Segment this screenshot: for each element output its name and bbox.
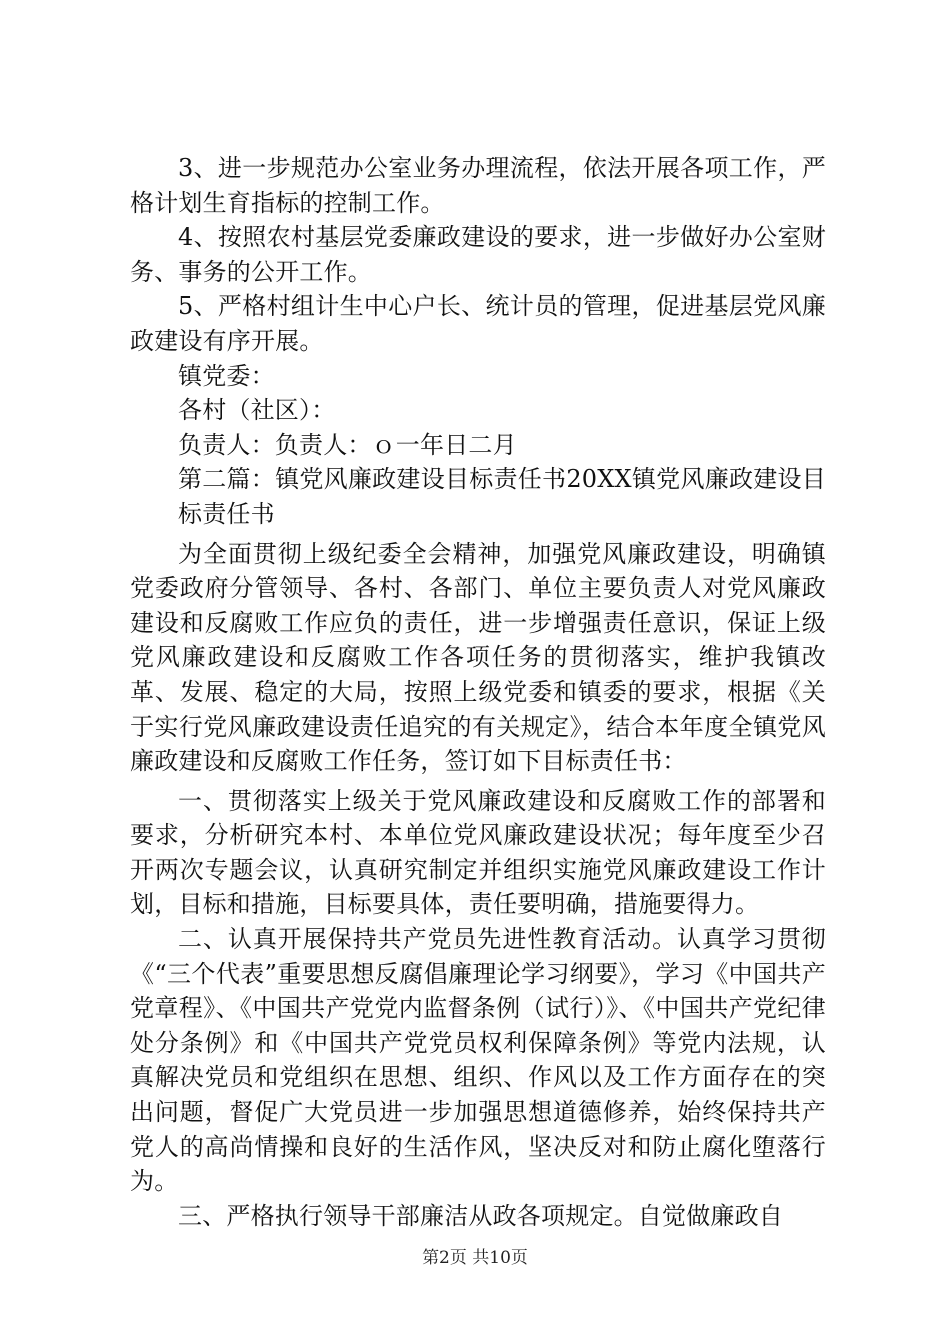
paragraph-clause-2: 二、认真开展保持共产党员先进性教育活动。认真学习贯彻《“三个代表”重要思想反腐倡廉理论学习纲要》，学习《中国共产党章程》、《中国共产党党内监督条例（试行）》、《中国共产党纪律处分条例》和《中国共产党党员权利保障条例》等党内法规，认真解决党员和党组织在思想、组织、作风以及工作方面存在的突出问题，督促广大党员进一步加强思想道德修养，始终保持共产党人的高尚情操和良好的生活作风，坚决反对和防止腐化堕落行为。	[130, 925, 826, 1196]
paragraph-item-4: 4、按照农村基层党委廉政建设的要求，进一步做好办公室财务、事务的公开工作。	[130, 223, 826, 286]
section-heading: 第二篇：镇党风廉政建设目标责任书20XX镇党风廉政建设目标责任书	[178, 465, 826, 528]
paragraph-clause-1: 一、贯彻落实上级关于党风廉政建设和反腐败工作的部署和要求，分析研究本村、本单位党风廉政建设状况；每年度至少召开两次专题会议，认真研究制定并组织实施党风廉政建设工作计划，目标和措施，目标要具体，责任要明确，措施要得力。	[130, 786, 826, 919]
label-town-party-committee: 镇党委：	[178, 361, 275, 390]
paragraph-item-3: 3、进一步规范办公室业务办理流程，依法开展各项工作，严格计划生育指标的控制工作。	[130, 154, 826, 217]
page-footer: 第2页 共10页	[422, 1248, 528, 1268]
document-body	[130, 151, 826, 1233]
intro-paragraph: 为全面贯彻上级纪委全会精神，加强党风廉政建设，明确镇党委政府分管领导、各村、各部门、单位主要负责人对党风廉政建设和反腐败工作应负的责任，进一步增强责任意识，保证上级党风廉政建设和反腐败工作各项任务的贯彻落实，维护我镇改革、发展、稳定的大局，按照上级党委和镇委的要求，根据《关于实行党风廉政建设责任追究的有关规定》，结合本年度全镇党风廉政建设和反腐败工作任务，签订如下目标责任书：	[130, 539, 826, 776]
paragraph-item-5: 5、严格村组计生中心户长、统计员的管理，促进基层党风廉政建设有序开展。	[130, 292, 826, 355]
paragraph-clause-3: 三、严格执行领导干部廉洁从政各项规定。自觉做廉政自	[178, 1201, 783, 1230]
label-villages: 各村（社区）：	[178, 396, 336, 425]
label-responsible-person: 负责人：负责人：ｏ一年日二月	[178, 430, 517, 459]
